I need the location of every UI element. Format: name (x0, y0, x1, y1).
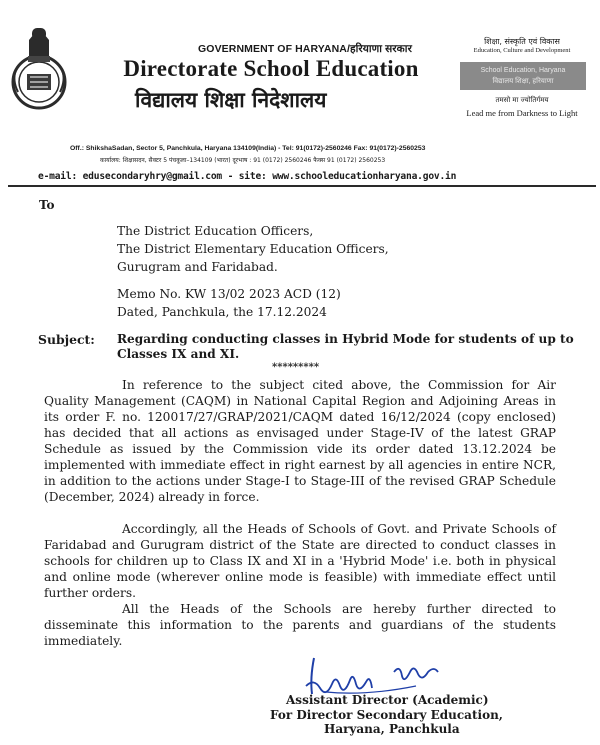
paragraph-text: All the Heads of the Schools are hereby further directed to disseminate this information to the parents and guardians of the students immediately. (44, 602, 556, 648)
signatory-title: Assistant Director (Academic) (286, 693, 489, 707)
office-address: Off.: ShikshaSadan, Sector 5, Panchkula, Haryana 134109(India) - Tel: 91(0172)-2560246 Fax: 91(0172)-2560253 (70, 145, 426, 152)
haryana-emblem-icon (8, 22, 70, 110)
directorate-title: Directorate School Education (123, 56, 419, 81)
logo-hindi-motto: तमसो मा ज्योतिर्गमय (495, 96, 549, 104)
signatory-place: Haryana, Panchkula (324, 722, 460, 736)
subject-label: Subject: (38, 332, 95, 347)
office-address-hindi: कार्यालय: शिक्षासदन, सैक्टर 5 पंचकूला–134109 (भारत) दूरभाष : 91 (0172) 2560246 फैक्स 91 (0172) 2560253 (100, 157, 386, 164)
logo-band (460, 62, 586, 90)
memo-number: Memo No. KW 13/02 2023 ACD (12) (117, 287, 341, 301)
signatory-for: For Director Secondary Education, (270, 707, 503, 722)
contact-line: e-mail: edusecondaryhry@gmail.com - site: www.schooleducationharyana.gov.in (38, 171, 457, 182)
logo-motto: Lead me from Darkness to Light (466, 108, 578, 118)
subject-text: Regarding conducting classes in Hybrid Mode for students of up to Classes IX and XI. (117, 332, 574, 361)
logo-hindi-tagline: शिक्षा, संस्कृति एवं विकास (484, 37, 560, 46)
logo-english-tagline: Education, Culture and Development (473, 47, 571, 54)
signature-icon (296, 652, 466, 698)
recipient-line: Gurugram and Faridabad. (117, 260, 278, 274)
memo-date: Dated, Panchkula, the 17.12.2024 (117, 305, 327, 319)
logo-band-hindi: विद्यालय शिक्षा, हरियाणा (492, 78, 554, 85)
logo-band-english: School Education, Haryana (480, 67, 566, 74)
paragraph-text: In reference to the subject cited above, the Commission for Air Quality Management (CAQM) in National Capital Region and Adjoining Areas in its order F. no. 120017/27/GRAP/2021/CAQM dated 16/12/2024 (copy enclosed) has decided that all actions as envisaged under Stage-IV of the latest GRAP Schedule as issued by the Commission vide its order dated 13.12.2024 be implemented with immediate effect in right earnest by all agencies in entire NCR, in addition to the actions under Stage-I to Stage-III of the revised GRAP Schedule (December, 2024) already in force. (44, 378, 556, 504)
header-divider (8, 185, 596, 187)
separator: ********* (272, 362, 320, 373)
signatory-block (270, 693, 590, 737)
body-paragraph (44, 601, 556, 649)
directorate-title-hindi: विद्यालय शिक्षा निदेशालय (135, 88, 327, 112)
paragraph-text: Accordingly, all the Heads of Schools of Govt. and Private Schools of Faridabad and Gurugram district of the State are directed to conduct classes in schools for children up to Class IX and XI in a 'Hybrid Mode' i.e. both in physical and online mode (wherever online mode is feasible) with immediate effect until further orders. (44, 522, 556, 600)
recipient-line: The District Elementary Education Officers, (117, 242, 389, 256)
body-paragraph (44, 377, 556, 505)
to-label: To (39, 198, 55, 212)
school-education-logo (452, 36, 592, 126)
government-line: GOVERNMENT OF HARYANA/हरियाणा सरकार (198, 43, 412, 55)
recipient-line: The District Education Officers, (117, 224, 314, 238)
body-paragraph (44, 521, 556, 601)
